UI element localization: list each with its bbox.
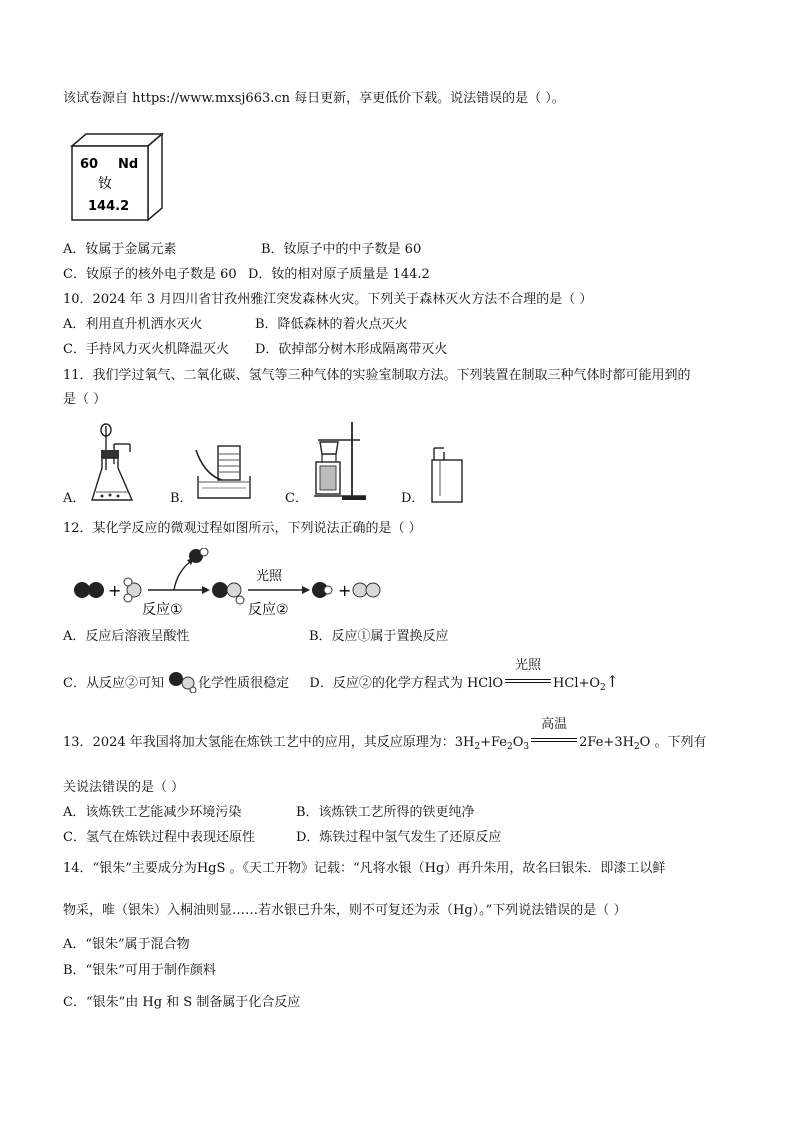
light-condition: 光照 xyxy=(515,658,542,673)
q10-row-1 xyxy=(63,316,408,334)
subscript: 2 xyxy=(633,742,640,752)
chlorine-atom-icon xyxy=(88,582,104,598)
q12-stem: 12．某化学反应的微观过程如图所示，下列说法正确的是（ ） xyxy=(63,521,422,536)
reaction-1-label: 反应① xyxy=(142,602,183,618)
q10-option-a[interactable]: A．利用直升机洒水灭火 xyxy=(63,317,203,332)
q11-option-b[interactable]: B． xyxy=(170,491,193,506)
q14-option-c[interactable]: C．“银朱”由 Hg 和 S 制备属于化合反应 xyxy=(63,995,301,1010)
q10-option-d[interactable]: D．砍掉部分树木形成隔离带灭火 xyxy=(255,342,448,357)
light-label: 光照 xyxy=(256,569,283,584)
hydrogen-atom-icon xyxy=(124,594,132,602)
element-number: 60 xyxy=(80,157,99,172)
q13-stem-tail: O 。下列有 xyxy=(639,735,707,750)
element-symbol: Nd xyxy=(118,157,139,172)
q13-o: O xyxy=(512,735,524,750)
q12-option-c-text: C．从反应②可知 xyxy=(63,676,164,691)
equation-arrow xyxy=(529,717,579,752)
q14-option-b[interactable]: B．“银朱”可用于制作颜料 xyxy=(63,963,216,978)
apparatus-gas-bottle-icon xyxy=(430,446,466,504)
header-line: 该试卷源自 https://www.mxsj663.cn 每日更新，享更低价下载。说法错误的是（ ）。 xyxy=(63,91,565,106)
q13-option-d[interactable]: D．炼铁过程中氢气发生了还原反应 xyxy=(296,830,502,845)
subscript: 2 xyxy=(600,683,606,693)
q10-stem: 10．2024 年 3 月四川省甘孜州雅江突发森林火灾。下列关于森林灭火方法不合理的是（ ） xyxy=(63,292,593,307)
q12-option-c-suffix: 化学性质很稳定 xyxy=(198,676,290,691)
q13-option-b[interactable]: B．该炼铁工艺所得的铁更纯净 xyxy=(296,805,475,820)
high-temp-condition: 高温 xyxy=(541,717,568,732)
q12-row-2 xyxy=(63,658,620,697)
q11-option-d[interactable]: D． xyxy=(401,491,425,506)
q13-product: 2Fe+3H xyxy=(579,735,634,750)
q9-row-1 xyxy=(63,241,421,259)
gas-arrow-icon: ↑ xyxy=(605,672,620,691)
reaction-diagram xyxy=(70,548,390,620)
q13-row-2 xyxy=(63,829,501,847)
reaction-2-label: 反应② xyxy=(248,602,289,618)
q11-option-c[interactable]: C． xyxy=(285,491,308,506)
q13-row-1 xyxy=(63,804,475,822)
apparatus-heating-stand-icon xyxy=(308,418,368,504)
plus-sign: + xyxy=(108,581,122,600)
q12-option-b[interactable]: B．反应①属于置换反应 xyxy=(309,629,449,644)
element-name: 钕 xyxy=(98,176,112,192)
q12-option-d[interactable] xyxy=(309,658,620,693)
q14-stem-2: 物采，唯（银朱）入桐油则显……若水银已升朱，则不可复还为汞（Hg）。”下列说法错误的是（ ） xyxy=(63,903,627,918)
q9-option-c[interactable]: C．钕原子的核外电子数是 60 xyxy=(63,267,237,282)
chlorine-atom-icon xyxy=(74,582,90,598)
q9-option-b[interactable]: B．钕原子中的中子数是 60 xyxy=(261,242,422,257)
q13-option-c[interactable]: C．氢气在炼铁过程中表现还原性 xyxy=(63,830,255,845)
q13-stem xyxy=(63,717,707,756)
q13-option-a[interactable]: A．该炼铁工艺能减少环境污染 xyxy=(63,805,242,820)
q10-option-b[interactable]: B．降低森林的着火点灭火 xyxy=(255,317,408,332)
q13-stem-2: 关说法错误的是（ ） xyxy=(63,780,185,795)
subscript: 3 xyxy=(523,742,530,752)
element-tile xyxy=(68,132,164,222)
q12-option-a[interactable]: A．反应后溶液呈酸性 xyxy=(63,629,190,644)
q11-stem-1: 11．我们学过氧气、二氧化碳、氢气等三种气体的实验室制取方法。下列装置在制取三种气体时都可能用到的 xyxy=(63,368,691,383)
subscript: 2 xyxy=(507,742,513,752)
element-mass: 144.2 xyxy=(88,199,130,214)
q12-option-d-text: D．反应②的化学方程式为 HClO xyxy=(309,676,504,691)
q12-option-d-product: HCl+O xyxy=(553,676,601,691)
q9-row-2 xyxy=(63,266,430,284)
q10-option-c[interactable]: C．手持风力灭火机降温灭火 xyxy=(63,342,229,357)
q12-row-1 xyxy=(63,628,449,646)
equation-arrow xyxy=(503,658,553,693)
apparatus-flask-icon xyxy=(88,422,136,504)
q11-stem-2: 是（ ） xyxy=(63,392,107,407)
hydrogen-atom-icon xyxy=(124,578,132,586)
q14-stem-1: 14．“银朱”主要成分为HgS 。《天工开物》记载：“凡将水银（Hg）再升朱用，故名曰银朱．即漆工以鲜 xyxy=(63,861,666,876)
svg-text:+: + xyxy=(338,581,352,600)
q13-fe: +Fe xyxy=(480,735,508,750)
q9-option-d[interactable]: D．钕的相对原子质量是 144.2 xyxy=(248,267,430,282)
apparatus-water-trough-icon xyxy=(194,442,254,504)
q10-row-2 xyxy=(63,341,447,359)
q11-option-a[interactable]: A． xyxy=(63,491,86,506)
q12-option-c[interactable] xyxy=(63,676,293,691)
q9-option-a[interactable]: A．钕属于金属元素 xyxy=(63,242,177,257)
q13-stem-text: 13．2024 年我国将加大氢能在炼铁工艺中的应用，其反应原理为：3H xyxy=(63,735,475,750)
subscript: 2 xyxy=(474,742,481,752)
hclo-molecule-icon xyxy=(168,671,198,693)
q14-option-a[interactable]: A．“银朱”属于混合物 xyxy=(63,937,190,952)
